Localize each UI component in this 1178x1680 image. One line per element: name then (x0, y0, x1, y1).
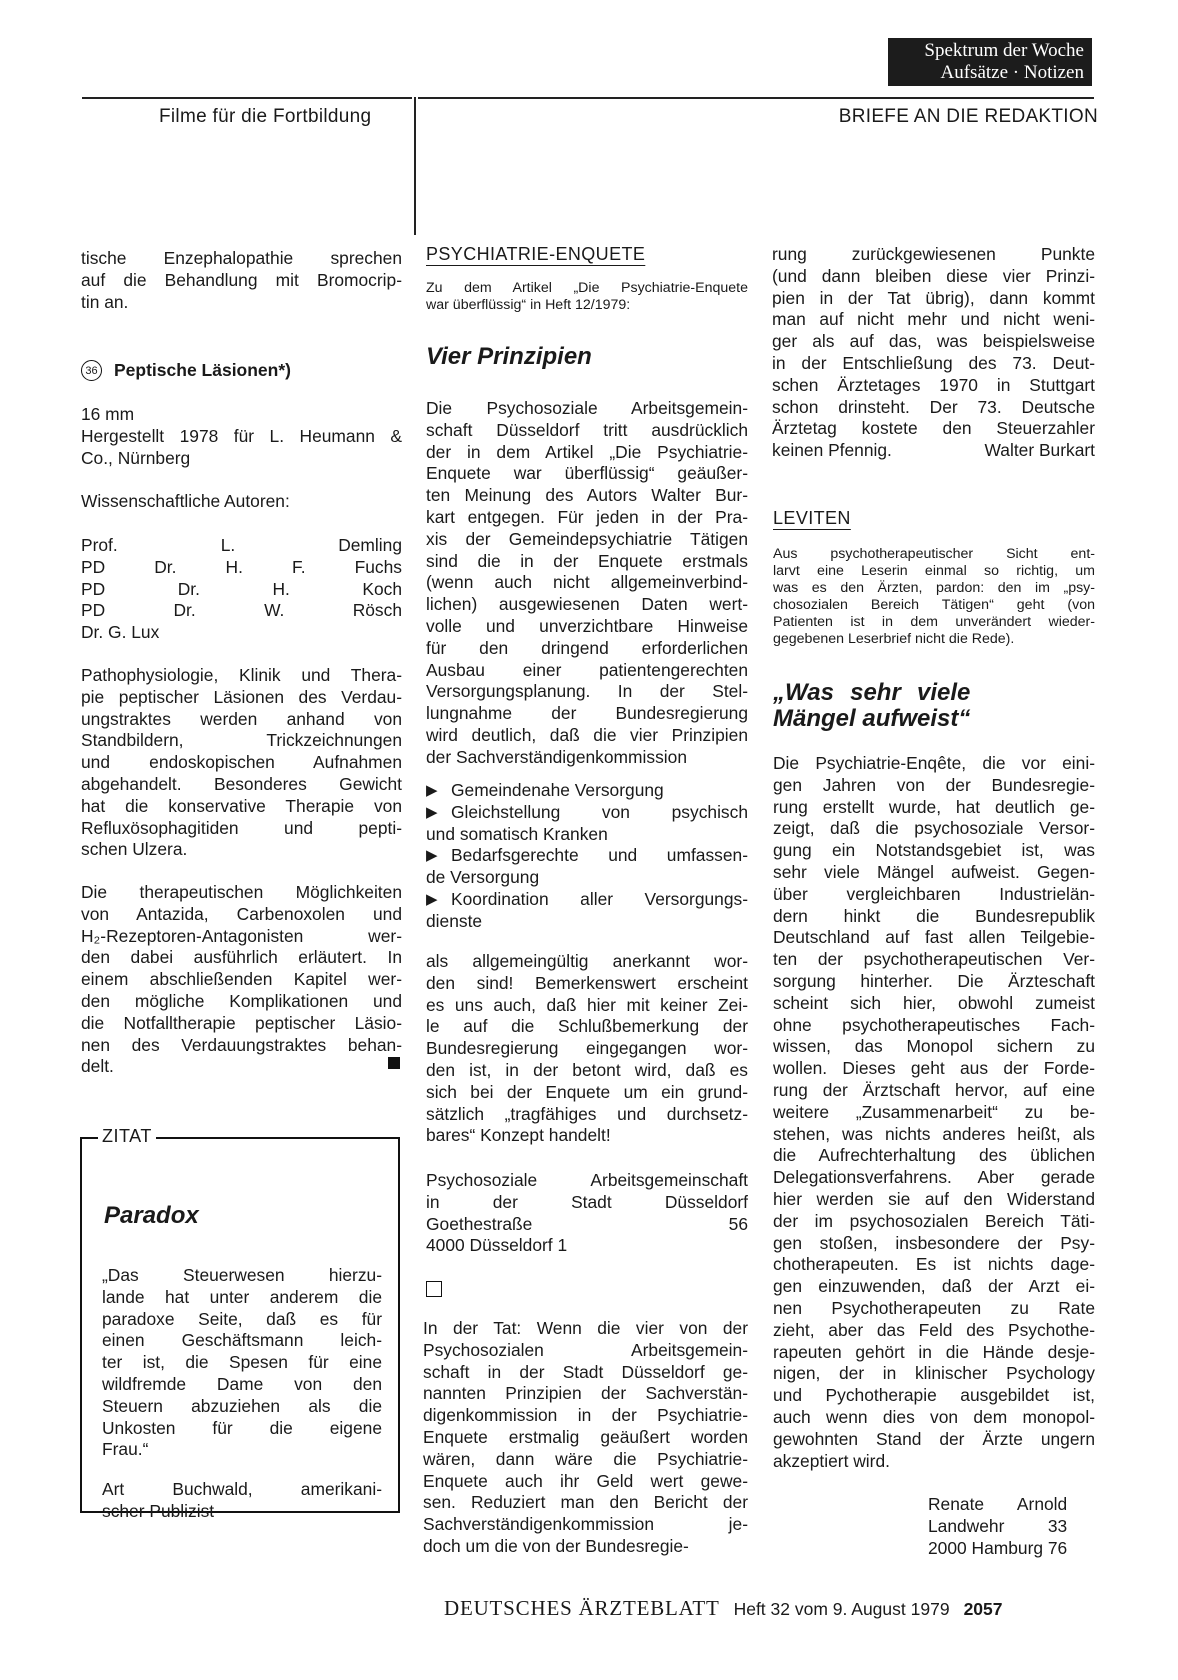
zitat-quote (102, 1265, 382, 1461)
text-line: lichen) ausgewiesenen Daten wert- (426, 594, 748, 615)
text-line: digenkommission in der Psychiatrie- (423, 1405, 748, 1426)
text-line: PD Dr. H. Koch (81, 578, 402, 599)
text-line: PD Dr. W. Rösch (81, 600, 402, 621)
triangle-bullet-icon: ▶ (426, 782, 438, 799)
badge-line-2: Aufsätze · Notizen (940, 62, 1084, 83)
text-line: gewohnten Stand der Ärzte ungern (773, 1428, 1095, 1449)
text-line: Aus psychotherapeutischer Sicht ent- (773, 546, 1095, 562)
col3-intro-lines (773, 546, 1095, 648)
text-line: nen Psychotherapeuten zu Rate (773, 1297, 1095, 1318)
text-line: rung der Ärztschaft hervor, auf eine (773, 1079, 1095, 1100)
principle-item (426, 780, 748, 802)
text-line: einen Geschäftsmann leich- (102, 1330, 382, 1351)
letter-signature-burkart: Walter Burkart (984, 440, 1095, 461)
text-line: war überflüssig“ in Heft 12/1979: (426, 297, 631, 313)
header-right: BRIEFE AN DIE REDAKTION (838, 106, 1098, 127)
text-line: nigen, der in klinischer Psychology (773, 1363, 1095, 1384)
text-line: dern hinkt die Bundesrepublik (773, 905, 1095, 926)
text-line: schen Ulzera. (81, 839, 188, 860)
text-line: Gemeindenahe Versorgung (451, 780, 664, 800)
col2-intro-lines (426, 280, 748, 314)
text-line: sind die in der Enquete erstmals (426, 550, 748, 571)
text-line: le auf die Schlußbemerkung der (426, 1016, 748, 1037)
text-line: tische Enzephalopathie sprechen (81, 248, 402, 268)
film-number-badge (81, 360, 102, 381)
text-line: Bedarfsgerechte und umfassen- (451, 845, 748, 866)
text-line: Zu dem Artikel „Die Psychiatrie-Enquete (426, 280, 748, 296)
col3-continuation-last (772, 440, 1095, 462)
text-line: sätzlich „tragfähiges und durchsetz- (426, 1103, 748, 1124)
text-line: doch um die von der Bundesregie- (423, 1535, 689, 1556)
text-line: sich bei der Enquete um ein grund- (426, 1081, 748, 1102)
text-line: auf die Behandlung mit Bromocrip- (81, 269, 402, 290)
col1-intro-lines (81, 248, 402, 313)
text-line: 2000 Hamburg 76 (928, 1537, 1068, 1558)
signature-arnold-lines (928, 1494, 1067, 1559)
text-line: Dr. G. Lux (81, 622, 160, 643)
text-line: volle und unverzichtbare Hinweise (426, 615, 748, 636)
text-line: der in dem Artikel „Die Psychiatrie- (426, 441, 748, 462)
text-line: de Versorgung (426, 867, 540, 888)
text-line: Enquete war überflüssig“ geäußer- (426, 463, 748, 484)
text-line: sen. Reduziert man den Bericht der (423, 1492, 748, 1513)
text-line: (wenn auch nicht allgemeinverbind- (426, 572, 748, 593)
text-line: schon drinsteht. Der 73. Deutsche (772, 396, 1095, 417)
col2-para2-lines (426, 951, 748, 1147)
journal-name: DEUTSCHES ÄRZTEBLATT (444, 1596, 720, 1620)
col3-continuation (772, 244, 1095, 462)
col2-para1-lines (426, 398, 748, 769)
authors-label: Wissenschaftliche Autoren: (81, 491, 290, 511)
sender-address-lines (426, 1170, 748, 1257)
text-line: gen Jahren von der Bundesregie- (773, 774, 1095, 795)
text-line: ten Meinung des Autors Walter Bur- (426, 485, 748, 506)
text-line: zeigt, daß die psychosoziale Versor- (773, 818, 1095, 839)
text-line: gen stoßen, insbesondere der Psy- (773, 1232, 1095, 1253)
text-line: lungnahme der Bundesregierung (426, 703, 748, 724)
text-line: wären, dann wäre die Psychiatrie- (423, 1448, 748, 1469)
text-line: dienste (426, 910, 483, 931)
page-number: 2057 (963, 1599, 1003, 1619)
text-line: larvt eine Leserin einmal so richtig, um (773, 563, 1095, 579)
text-line: Goethestraße 56 (426, 1213, 748, 1234)
film-description-2-lines (81, 882, 402, 1078)
principles-items (426, 780, 748, 933)
zitat-author (102, 1479, 382, 1523)
zitat-author-lines (102, 1479, 382, 1523)
col3-headline (773, 680, 970, 732)
col3-letter-last: akzeptiert wird. (773, 1450, 890, 1471)
text-line: Steuern abzuziehen als die (102, 1395, 382, 1416)
editor-reply (423, 1318, 748, 1558)
text-line: den mögliche Komplikationen und (81, 990, 402, 1011)
text-line: gen einzuwenden, daß der Arzt ei- (773, 1276, 1095, 1297)
text-line: Hergestellt 1978 für L. Heumann & (81, 426, 402, 446)
text-line: Standbildern, Trickzeichnungen (81, 730, 402, 751)
text-line: Die therapeutischen Möglichkeiten (81, 882, 402, 902)
column-divider (414, 97, 416, 235)
col3-headline-lines (773, 680, 970, 732)
authors-list (81, 535, 402, 644)
text-line: gung ein Notstandsgebiet ist, was (773, 840, 1095, 861)
text-line: den sind! Bemerkenswert erscheint (426, 972, 748, 993)
text-line: sorgung hinterher. Die Ärzteschaft (773, 970, 1095, 991)
text-line: man auf nicht mehr und nicht weni- (772, 309, 1095, 330)
text-line: Co., Nürnberg (81, 447, 191, 468)
text-line: für den dringend erforderlichen (426, 637, 748, 658)
text-line: tin an. (81, 291, 129, 312)
text-line: Ärztetag kostete den Steuerzahler (772, 418, 1095, 439)
text-line: ungstraktes werden anhand von (81, 708, 402, 729)
film-format: 16 mm (81, 404, 135, 424)
text-line: Pathophysiologie, Klinik und Thera- (81, 665, 402, 685)
text-line: pie peptischer Läsionen des Verdau- (81, 686, 402, 707)
text-line: Refluxösophagitiden und pepti- (81, 817, 402, 838)
text-line: Versorgungsplanung. In der Stel- (426, 681, 748, 702)
principles-list (426, 780, 748, 933)
zitat-quote-lines (102, 1265, 382, 1461)
text-line: rung zurückgewiesenen Punkte (772, 244, 1095, 264)
text-line: nen des Verdauungstraktes behan- (81, 1034, 402, 1055)
film-producer (81, 426, 402, 470)
text-line: in der Stadt Düsseldorf (426, 1191, 748, 1212)
text-line: Mängel aufweist“ (773, 705, 971, 732)
text-line: chosozialen Bereich Tätigen“ geht (von (773, 597, 1095, 613)
col1-intro (81, 248, 402, 313)
principle-item (426, 802, 748, 846)
text-line: die Notfalltherapie peptischer Läsio- (81, 1012, 402, 1033)
editor-reply-lines (423, 1318, 748, 1558)
text-line: wildfremde Dame von den (102, 1373, 382, 1394)
text-line: kart entgegen. Für jeden in der Pra- (426, 506, 748, 527)
text-line: wollen. Dieses geht aus der Forde- (773, 1058, 1095, 1079)
author-lines (81, 535, 402, 644)
text-line: ger als auf das, was beispielsweise (772, 331, 1095, 352)
text-line: den ist, in der betont wird, daß es (426, 1059, 748, 1080)
film-description-1 (81, 665, 402, 861)
sender-address (426, 1170, 748, 1257)
text-line: Psychosozialen Arbeitsgemein- (423, 1339, 748, 1360)
text-line: sehr viele Mängel aufweist. Gegen- (773, 861, 1095, 882)
text-line: Landwehr 33 (928, 1515, 1068, 1536)
text-line: schen Ärztetages 1970 in Stuttgart (772, 374, 1095, 395)
film-title: Peptische Läsionen*) (114, 360, 291, 380)
text-line: Die Psychiatrie-Enqête, die vor eini- (773, 753, 1095, 773)
header-left: Filme für die Fortbildung (159, 106, 372, 127)
text-line: und somatisch Kranken (426, 823, 608, 844)
text-line: rung erstellt wurde, hat deutlich ge- (773, 796, 1095, 817)
text-line: es uns auch, daß hier mit keiner Zei- (426, 994, 748, 1015)
text-line: über vergleichbaren Industrielän- (773, 883, 1095, 904)
text-line: gegebenen Leserbrief nicht die Rede). (773, 631, 1015, 647)
film-number: 36 (85, 364, 98, 377)
triangle-bullet-icon: ▶ (426, 803, 438, 821)
text-line: PD Dr. H. F. Fuchs (81, 556, 402, 577)
text-line: scheint sich hier, obwohl zumeist (773, 992, 1095, 1013)
zitat-title: Paradox (104, 1202, 199, 1229)
text-line: Sachverständigenkommission je- (423, 1514, 748, 1535)
text-line: zieht, aber das Feld des Psychothe- (773, 1319, 1095, 1340)
text-line: Art Buchwald, amerikani- (102, 1479, 382, 1499)
text-line: abgehandelt. Besonderes Gewicht (81, 773, 402, 794)
principle-text (426, 845, 748, 889)
letter-signature-arnold (928, 1494, 1067, 1559)
text-line: wird deutlich, daß die vier Prinzipien (426, 724, 748, 745)
text-line: was es den Ärzten, pardon: den im „psy- (773, 580, 1095, 596)
film-heading (81, 360, 291, 381)
triangle-bullet-icon: ▶ (426, 847, 438, 865)
text-line: hat die konservative Therapie von (81, 795, 402, 816)
text-line: und Pychotherapie ausgebildet ist, (773, 1385, 1095, 1406)
triangle-bullet-icon: ▶ (426, 890, 438, 908)
section-badge (888, 38, 1092, 86)
text-line: chotherapeuten. Es ist nichts dage- (773, 1254, 1095, 1275)
col3-continuation-lines (772, 244, 1095, 440)
text-line: paradoxe Seite, daß es für (102, 1308, 382, 1329)
text-line: nannten Prinzipien der Sachverstän- (423, 1383, 748, 1404)
text-line: Psychosoziale Arbeitsgemeinschaft (426, 1170, 748, 1190)
col3-intro (773, 546, 1095, 648)
badge-line-1: Spektrum der Woche (924, 40, 1084, 61)
issue-info: Heft 32 vom 9. August 1979 (733, 1599, 950, 1619)
editor-reply-box-icon (426, 1281, 442, 1297)
text-line: auch wenn dies von dem monopol- (773, 1406, 1095, 1427)
text-line: „Das Steuerwesen hierzu- (102, 1265, 382, 1285)
section-leviten: LEVITEN (773, 508, 851, 528)
text-line: delt. (81, 1056, 114, 1077)
text-line: H₂-Rezeptoren-Antagonisten wer- (81, 925, 402, 946)
text-line: ohne psychotherapeutisches Fach- (773, 1014, 1095, 1035)
principle-text (451, 780, 748, 802)
text-line: weitere „Zusammenarbeit“ zu be- (773, 1101, 1095, 1122)
text-line: ten der psychotherapeutischen Ver- (773, 949, 1095, 970)
zitat-label: ZITAT (98, 1126, 156, 1147)
text-line: Bundesregierung eingegangen wor- (426, 1038, 748, 1059)
text-line: Die Psychosoziale Arbeitsgemein- (426, 398, 748, 418)
col2-headline: Vier Prinzipien (426, 343, 592, 370)
principle-text (426, 801, 748, 846)
section-psychiatrie-enquete: PSYCHIATRIE-ENQUETE (426, 244, 646, 264)
text-line: scher Publizist (102, 1500, 215, 1521)
text-line: pien in der Tat übrig), dann kommt (772, 287, 1095, 308)
text-line: hier werden sie auf den Widerstand (773, 1188, 1095, 1209)
text-line: Ausbau einer patientengerechten (426, 659, 748, 680)
page-footer (444, 1596, 1003, 1621)
col3-letter-lines (773, 753, 1095, 1451)
text-line: den dabei ausführlich erläutert. In (81, 947, 402, 968)
principle-text (426, 888, 748, 933)
text-line: „Was sehr viele (773, 679, 971, 706)
text-line: Unkosten für die eigene (102, 1417, 382, 1438)
film-producer-lines (81, 426, 402, 470)
film-description-2 (81, 882, 402, 1078)
text-line: bares“ Konzept handelt! (426, 1125, 611, 1146)
text-line: Deutschland auf fast allen Teilgebie- (773, 927, 1095, 948)
text-line: Delegationsverfahrens. Aber gerade (773, 1167, 1095, 1188)
text-line: ter ist, die Spesen für eine (102, 1352, 382, 1373)
col3-letter (773, 753, 1095, 1472)
text-line: schaft Düsseldorf tritt ausdrücklich (426, 419, 748, 440)
text-line: Enquete erstmalig geäußert worden (423, 1426, 748, 1447)
text-line: Enquete auch ihr Geld wert gewe- (423, 1470, 748, 1491)
text-line: Prof. L. Demling (81, 535, 402, 555)
text-line: 4000 Düsseldorf 1 (426, 1235, 568, 1256)
text-line: Gleichstellung von psychisch (451, 801, 748, 822)
header-rule-right (418, 97, 1094, 99)
text-line: Patienten ist in dem unverändert wieder- (773, 614, 1095, 630)
principle-item (426, 889, 748, 933)
text-line: und endoskopischen Aufnahmen (81, 752, 402, 773)
text-line: von Antazida, Carbenoxolen und (81, 903, 402, 924)
text-line: (und dann bleiben diese vier Prinzi- (772, 265, 1095, 286)
principle-item (426, 845, 748, 889)
text-line: die Aufrechterhaltung des üblichen (773, 1145, 1095, 1166)
text-line: der im psychosozialen Bereich Täti- (773, 1210, 1095, 1231)
text-line: Frau.“ (102, 1439, 149, 1460)
text-line: In der Tat: Wenn die vier von der (423, 1318, 748, 1338)
text-line: schaft in der Stadt Düsseldorf ge- (423, 1361, 748, 1382)
text-line: lande hat unter anderem die (102, 1286, 382, 1307)
header-rule-left (82, 97, 412, 99)
text-line: der Sachverständigenkommission (426, 746, 687, 767)
col2-intro (426, 280, 748, 314)
text-line: einem abschließenden Kapitel wer- (81, 969, 402, 990)
text-line: in der Entschließung des 73. Deut- (772, 352, 1095, 373)
text-line: wissen, das Monopol sichern zu (773, 1036, 1095, 1057)
col3-continuation-last-text: keinen Pfennig. (772, 440, 892, 461)
col2-para2 (426, 951, 748, 1147)
text-line: stehen, was nichts anderes heißt, als (773, 1123, 1095, 1144)
text-line: Renate Arnold (928, 1494, 1068, 1514)
text-line: xis der Gemeindepsychiatrie Tätigen (426, 528, 748, 549)
text-line: Koordination aller Versorgungs- (451, 888, 748, 909)
text-line: als allgemeingültig anerkannt wor- (426, 951, 748, 971)
end-of-article-mark (388, 1057, 400, 1069)
col2-para1 (426, 398, 748, 769)
film-description-1-lines (81, 665, 402, 861)
text-line: rapeuten gehört in die Hände desje- (773, 1341, 1095, 1362)
